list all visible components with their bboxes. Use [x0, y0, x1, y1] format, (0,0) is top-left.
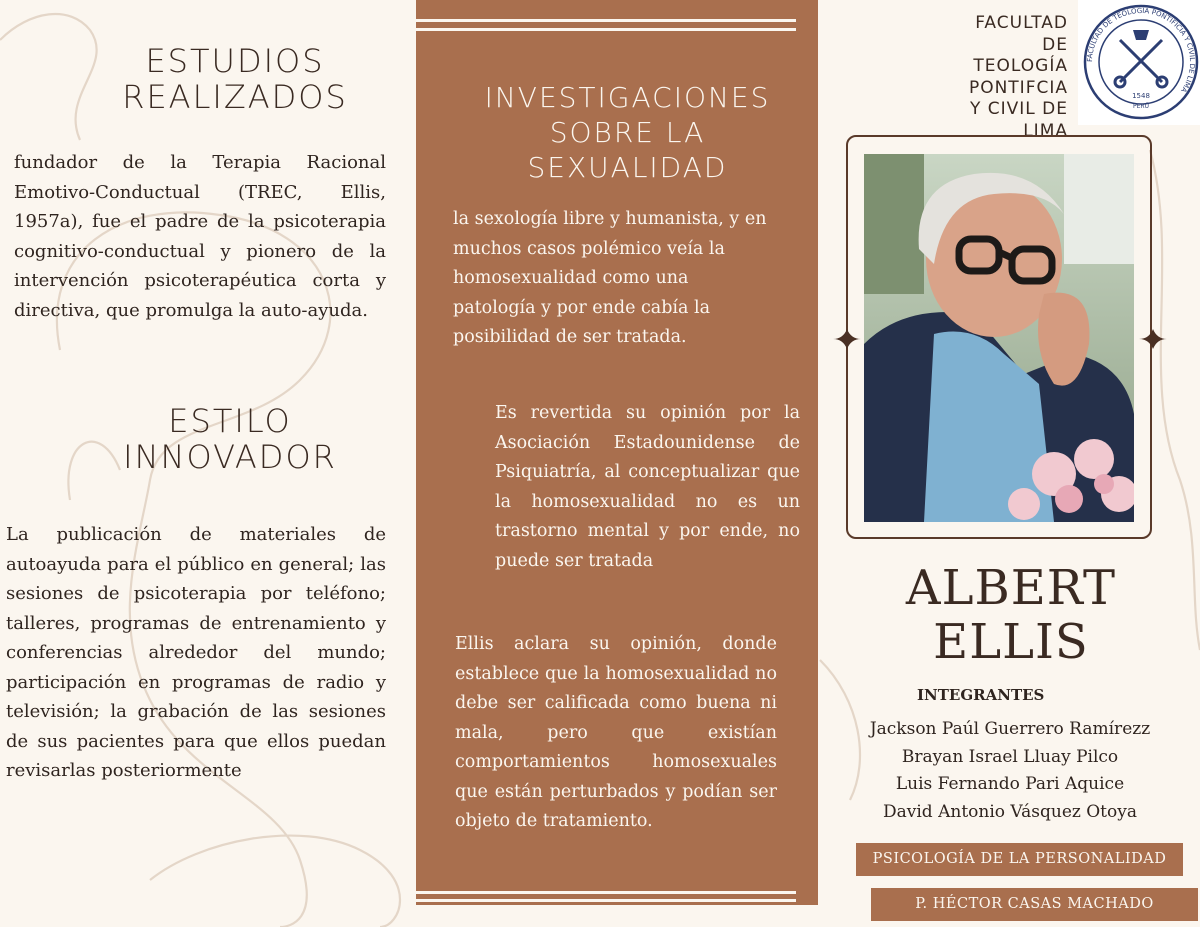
faculty-line: TEOLOGÍA: [973, 56, 1068, 76]
member-name: Brayan Israel Lluay Pilco: [901, 746, 1119, 767]
diamond-icon: [1139, 329, 1167, 353]
portrait-photo: [864, 154, 1134, 522]
seal-country: PERÚ: [1133, 103, 1149, 110]
top-rule: [416, 28, 796, 31]
faculty-line: Y CIVIL DE: [969, 99, 1068, 119]
faculty-name: [930, 13, 1068, 142]
name-line: ALBERT: [905, 560, 1117, 616]
faculty-line: DE: [1042, 34, 1068, 55]
top-rule: [416, 19, 796, 22]
faculty-line: LIMA: [1023, 120, 1068, 141]
seal-year: 1548: [1132, 92, 1150, 100]
name-line: ELLIS: [933, 614, 1089, 670]
investigacion-paragraph-2: Es revertida su opinión por la Asociación Estadounidense de Psiquiatría, al conceptualizar que la homosexualidad no es un trastorno mental y por ende, no puede ser tratada: [495, 403, 800, 571]
course-label: PSICOLOGÍA DE LA PERSONALIDAD: [856, 843, 1183, 876]
investigacion-paragraph-1: la sexología libre y humanista, y en muchos casos polémico veía la homosexualidad como una patología y por ende cabía la posibilidad de ser tratada.: [453, 209, 767, 347]
heading-estilo-innovador: [75, 404, 385, 476]
estudios-paragraph: fundador de la Terapia Racional Emotivo-Conductual (TREC, Ellis, 1957a), fue el padre de la psicoterapia cognitivo-conductual y pionero de la intervención psicoterapéutica corta y directiva, que promulga la auto-ayuda.: [14, 152, 386, 321]
heading-line: SOBRE LA: [549, 116, 706, 149]
heading-line: ESTUDIOS: [145, 42, 325, 80]
bottom-rule: [416, 891, 796, 894]
faculty-line: FACULTAD: [975, 13, 1068, 33]
heading-line: SEXUALIDAD: [527, 151, 728, 184]
main-title-name: [846, 561, 1176, 669]
estilo-paragraph: La publicación de materiales de autoayuda para el público en general; las sesiones de psicoterapia por teléfono; talleres, programas de entrenamiento y conferencias alrededor del mundo; participación en programas de radio y televisión; la grabación de las sesiones de sus pacientes para que ellos puedan revisarlas posteriormente: [6, 524, 386, 781]
heading-line: ESTILO: [168, 402, 292, 440]
diamond-icon: [833, 329, 861, 353]
heading-investigaciones: [440, 80, 815, 185]
heading-estudios-realizados: [80, 44, 390, 116]
heading-line: REALIZADOS: [122, 77, 348, 116]
heading-line: INVESTIGACIONES: [484, 81, 771, 114]
heading-line: INNOVADOR: [123, 437, 337, 476]
member-name: Luis Fernando Pari Aquice: [895, 774, 1125, 794]
investigacion-paragraph-3: Ellis aclara su opinión, donde establece que la homosexualidad no debe ser calificada como buena ni mala, pero que existían comportamientos homosexuales que están perturbados y podían ser objeto de tratamiento.: [455, 634, 777, 831]
member-name: Jackson Paúl Guerrero Ramírezz: [869, 719, 1151, 739]
seal-icon: [1078, 0, 1200, 125]
member-name: David Antonio Vásquez Otoya: [883, 801, 1137, 822]
members-list: [845, 716, 1175, 826]
members-title: INTEGRANTES: [917, 686, 1045, 704]
seal-text: FACULTAD DE TEOLOGÍA PONTIFICIA Y CIVIL DE LIMA: [1085, 6, 1197, 94]
faculty-line: PONTIFCIA: [968, 77, 1068, 98]
teacher-label: P. HÉCTOR CASAS MACHADO: [871, 888, 1198, 921]
bottom-rule: [416, 899, 796, 902]
